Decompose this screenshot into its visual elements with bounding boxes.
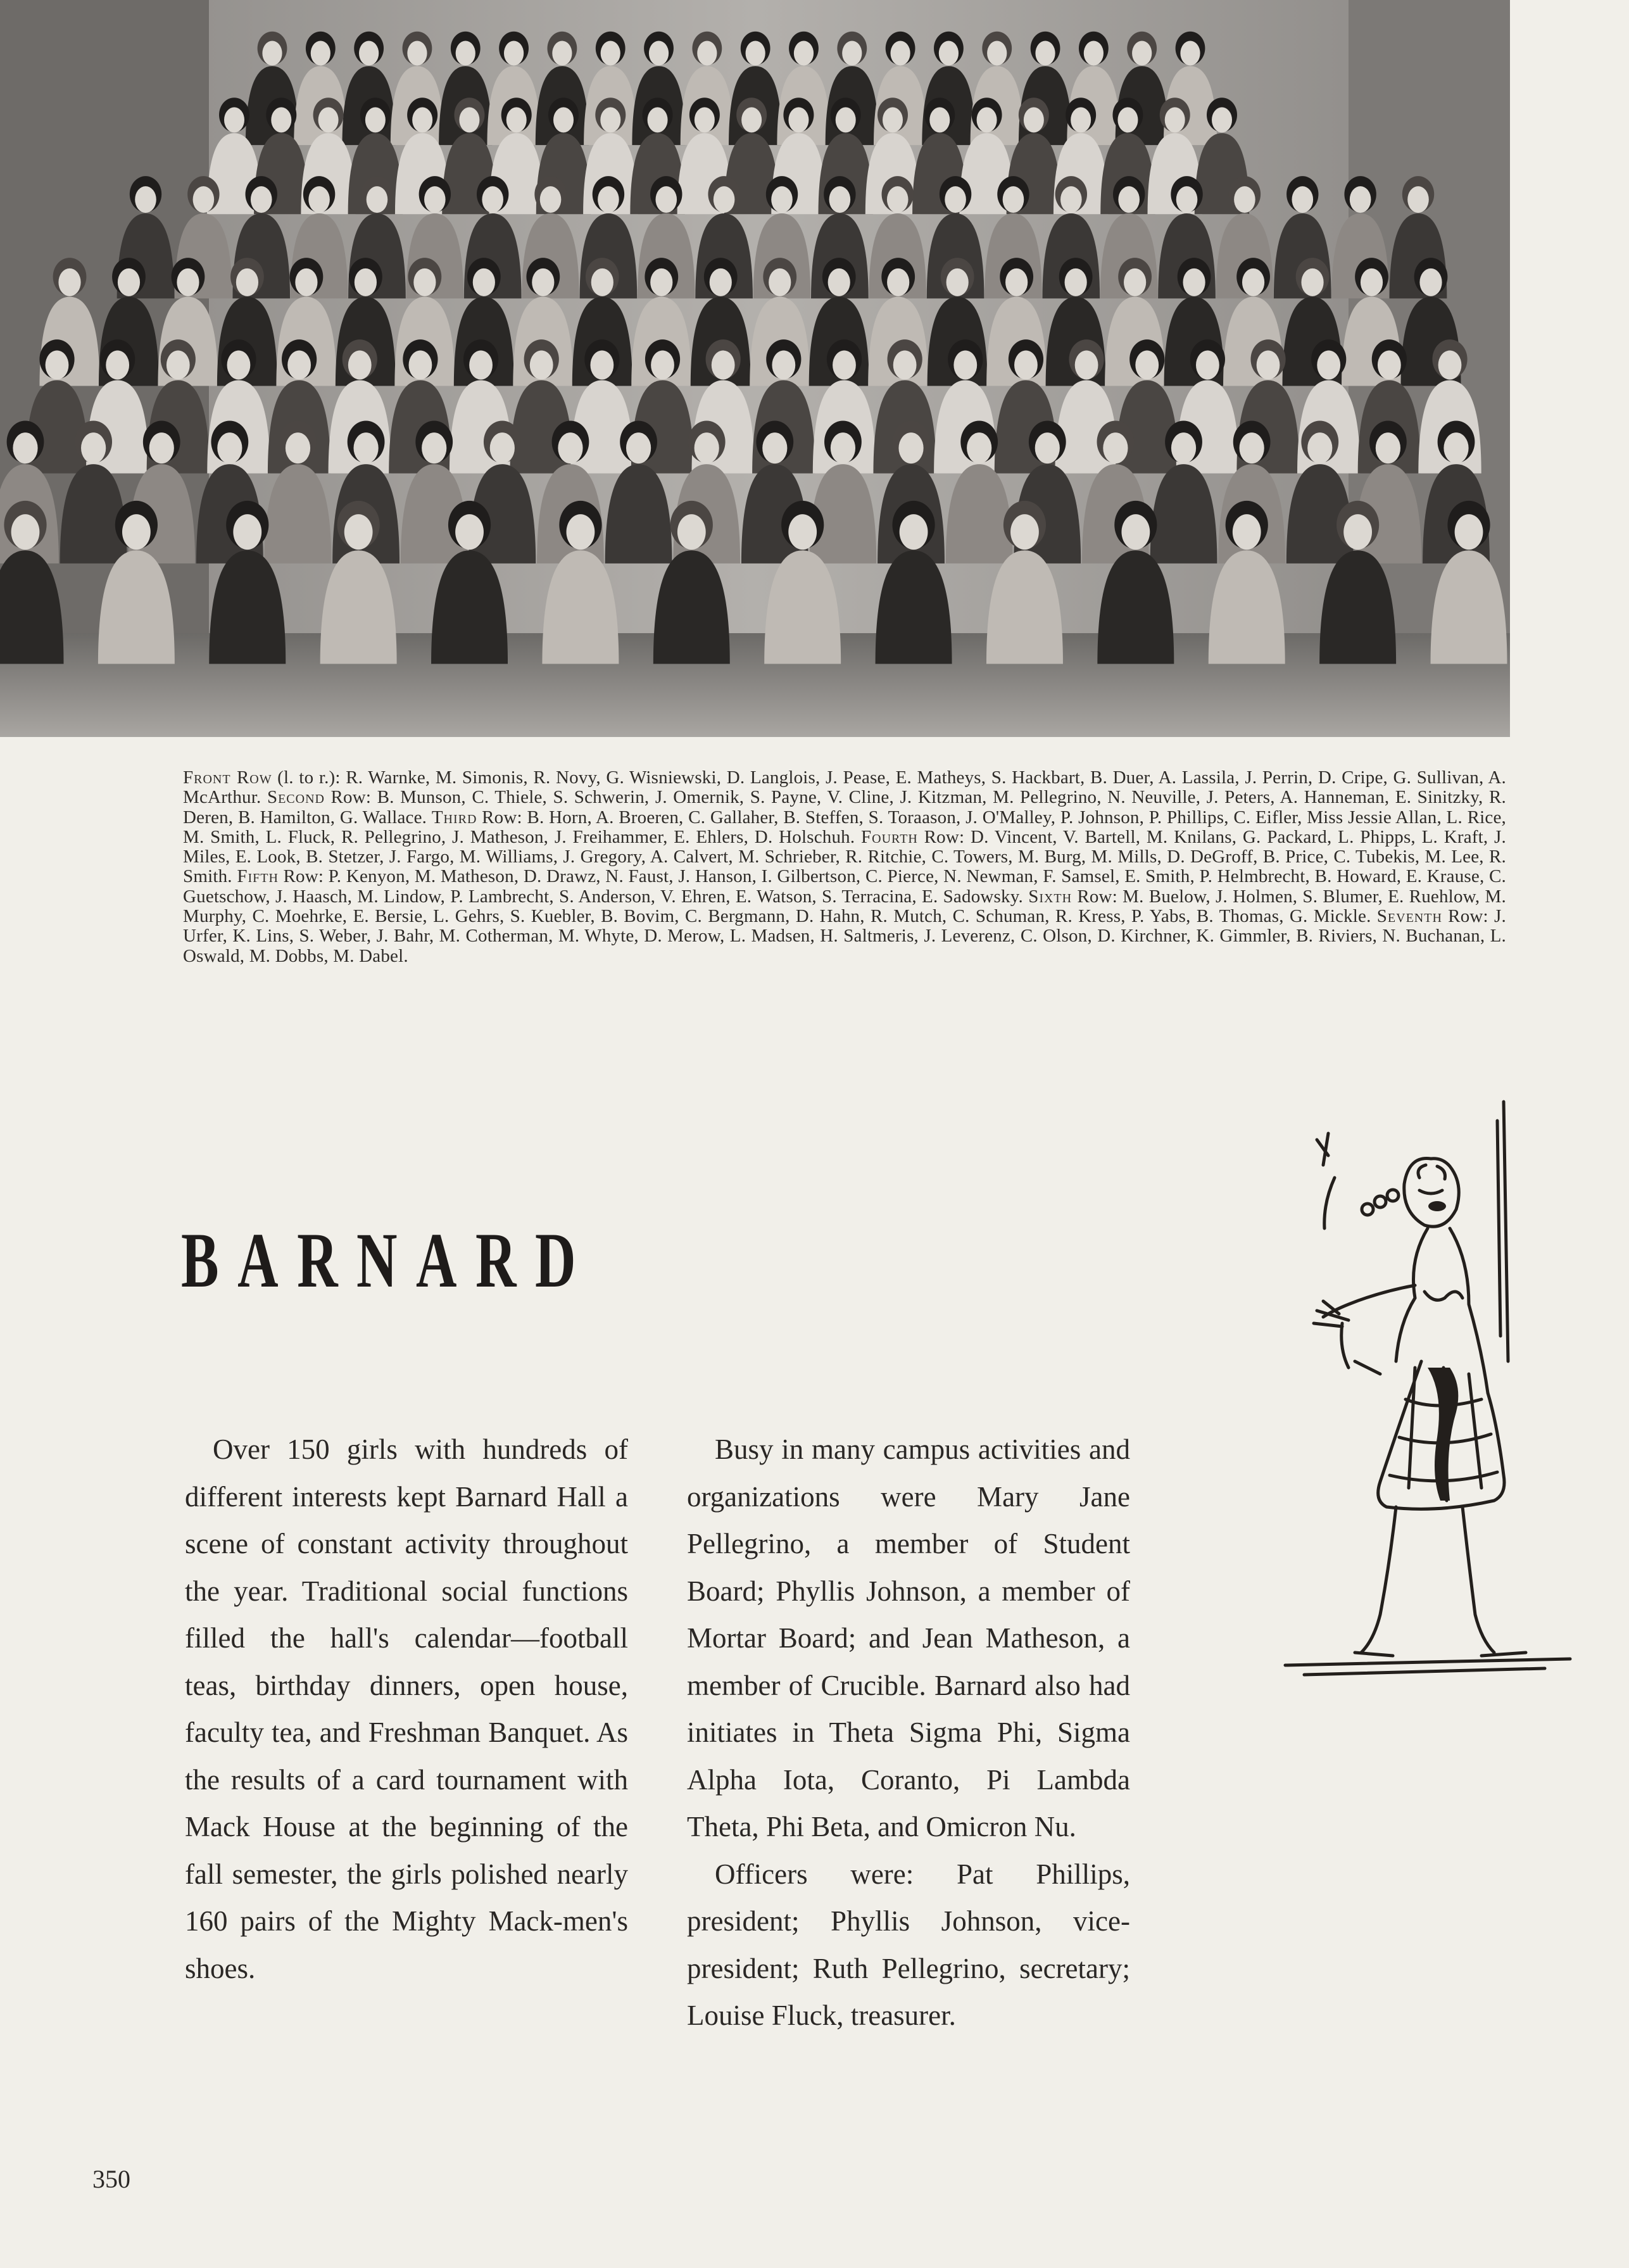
photo-figure-face	[977, 107, 997, 132]
photo-caption	[183, 768, 1506, 966]
photo-figure-face	[424, 186, 446, 213]
photo-figure-face	[833, 351, 856, 380]
caption-label-fourth: Fourth	[861, 826, 918, 847]
photo-figure-face	[552, 41, 572, 66]
photo-figure-face	[11, 514, 40, 550]
photo-figure-face	[1060, 186, 1082, 213]
photo-figure-face	[251, 186, 272, 213]
photo-figure-face	[262, 41, 282, 66]
photo-figure-face	[1005, 268, 1028, 296]
photo-figure-face	[836, 107, 856, 132]
photo-figure-face	[1124, 268, 1146, 296]
caption-text-fourth: Row: D. Vincent, V. Bartell, M. Knilans, G. Packard, L. Phipps, L. Kraft, J. Miles, E. Look, B. Stetzer, J. Fargo, M. Williams, J. Gregory, A. Calvert, M. Schrieber, R. Ritchie, C. Towers, M. Burg, M. Mills, D. DeGroff, B. Price, C. Tubekis, M. Lee, R. Smith.	[183, 826, 1506, 887]
photo-figure-face	[348, 351, 372, 380]
photo-figure-face	[953, 351, 977, 380]
photo-figure-face	[1121, 514, 1150, 550]
photo-figure-face	[1307, 432, 1332, 463]
photo-figure-face	[407, 41, 427, 66]
photo-figure-face	[236, 268, 258, 296]
photo-figure-face	[46, 351, 69, 380]
photo-figure-face	[455, 514, 484, 550]
photo-figure-face	[741, 107, 762, 132]
photo-figure-face	[311, 41, 330, 66]
photo-figure-face	[456, 41, 475, 66]
photo-figure-face	[1024, 107, 1044, 132]
photo-figure-face	[506, 107, 527, 132]
photo-figure-face	[1065, 268, 1087, 296]
photo-figure-face	[149, 432, 174, 463]
photo-figure-face	[1084, 41, 1104, 66]
body-paragraph-right-2: Officers were: Pat Phillips, president; Phyllis Johnson, vice-president; Ruth Pellegrino, secretary; Louise Fluck, treasurer.	[687, 1858, 1130, 2031]
photo-figure-face	[81, 432, 106, 463]
photo-figure-face	[482, 186, 503, 213]
photo-figure-face	[1317, 351, 1340, 380]
photo-figure-face	[600, 107, 620, 132]
photo-figure-face	[762, 432, 787, 463]
photo-figure-face	[422, 432, 446, 463]
photo-figure-face	[122, 514, 151, 550]
photo-figure-face	[1035, 432, 1060, 463]
photo-figure-face	[286, 432, 310, 463]
photo-figure-face	[412, 107, 432, 132]
photo-figure-face	[1443, 432, 1468, 463]
photo-figure-face	[540, 186, 562, 213]
photo-figure-face	[409, 351, 432, 380]
photo-figure-face	[355, 268, 377, 296]
photo-figure-face	[831, 432, 855, 463]
photo-figure-face	[590, 351, 613, 380]
photo-figure-face	[567, 514, 595, 550]
photo-figure-face	[651, 351, 674, 380]
photo-figure-face	[167, 351, 190, 380]
photo-figure-face	[893, 351, 917, 380]
photo-figure-face	[1135, 351, 1159, 380]
photo-figure-face	[788, 514, 817, 550]
caption-label-fifth: Fifth	[237, 866, 279, 887]
photo-figure-face	[532, 268, 554, 296]
page-number: 350	[92, 2165, 130, 2193]
photo-figure-face	[1165, 107, 1185, 132]
photo-figure-face	[217, 432, 242, 463]
photo-figure-face	[344, 514, 373, 550]
photo-figure-face	[1212, 107, 1232, 132]
photo-figure-face	[1183, 268, 1205, 296]
photo-figure-face	[287, 351, 311, 380]
photo-figure-face	[504, 41, 524, 66]
photo-figure-face	[1014, 351, 1038, 380]
photo-figure-face	[898, 432, 923, 463]
caption-text-third: Row: B. Horn, A. Broeren, C. Gallaher, B. Steffen, S. Toraason, J. O'Malley, P. Johnson, P. Phillips, C. Eifler, Miss Jessie Allan, L. Rice, M. Smith, L. Fluck, R. Pellegrino, J. Matheson, J. Freihammer, E. Ehlers, D. Holschuh.	[183, 807, 1506, 847]
photo-figure-face	[1176, 186, 1198, 213]
photo-figure-face	[1361, 268, 1383, 296]
photo-figure-face	[295, 268, 317, 296]
photo-figure-face	[1071, 107, 1091, 132]
photo-figure-face	[118, 268, 140, 296]
photo-figure-face	[106, 351, 129, 380]
caption-label-front: Front Row	[183, 767, 272, 788]
photo-figure-face	[227, 351, 251, 380]
photo-figure-face	[224, 107, 244, 132]
photo-figure-face	[1196, 351, 1219, 380]
photo-figure-face	[135, 186, 156, 213]
photo-figure-face	[318, 107, 339, 132]
photo-figure-face	[177, 268, 199, 296]
photo-figure-face	[1075, 351, 1098, 380]
photo-figure-face	[1407, 186, 1429, 213]
photo-figure-face	[929, 107, 950, 132]
photo-figure-face	[1240, 432, 1264, 463]
photo-figure-face	[530, 351, 553, 380]
photo-figure-face	[945, 186, 966, 213]
photo-figure-face	[772, 351, 795, 380]
photo-figure-face	[1010, 514, 1039, 550]
photo-figure-face	[829, 186, 851, 213]
photo-figure-face	[558, 432, 582, 463]
photo-figure-face	[1180, 41, 1200, 66]
photo-figure-face	[794, 41, 814, 66]
photo-figure-face	[308, 186, 330, 213]
photo-figure-face	[1171, 432, 1196, 463]
photo-figure-face	[359, 41, 379, 66]
photo-figure-face	[1301, 268, 1323, 296]
photo-figure-face	[365, 107, 386, 132]
photo-figure-face	[1257, 351, 1280, 380]
photo-figure-face	[947, 268, 969, 296]
photo-figure-face	[655, 186, 677, 213]
photo-figure-face	[1132, 41, 1152, 66]
caption-label-second: Second	[267, 787, 325, 808]
photo-figure-face	[1242, 268, 1264, 296]
photo-figure-face	[598, 186, 619, 213]
photo-figure-face	[650, 268, 672, 296]
group-photo	[0, 0, 1510, 737]
photo-figure-face	[193, 186, 215, 213]
body-column-left	[185, 1426, 628, 1992]
photo-figure-face	[1003, 186, 1024, 213]
photo-figure-face	[1378, 351, 1401, 380]
photo-figure-face	[712, 351, 735, 380]
caption-label-seventh: Seventh	[1376, 906, 1442, 927]
photo-figure-face	[788, 107, 808, 132]
photo-figure-face	[1103, 432, 1128, 463]
girl-sketch-illustration	[1279, 1095, 1576, 1684]
body-column-right	[687, 1426, 1130, 2039]
photo-figure-face	[842, 41, 862, 66]
photo-figure-face	[58, 268, 80, 296]
photo-figure-face	[271, 107, 291, 132]
photo-figure-face	[769, 268, 791, 296]
photo-figure-face	[1292, 186, 1313, 213]
photo-figure-face	[1455, 514, 1483, 550]
photo-figure-face	[697, 41, 717, 66]
photo-figure-face	[1234, 186, 1255, 213]
photo-figure-face	[887, 186, 909, 213]
photo-figure-face	[553, 107, 574, 132]
caption-text-front: (l. to r.): R. Warnke, M. Simonis, R. Novy, G. Wisniewski, D. Langlois, J. Pease, E. Matheys, S. Hackbart, B. Duer, A. Lassila, J. Perrin, D. Cripe, G. Sullivan, A. McArthur.	[183, 767, 1506, 808]
photo-figure-face	[714, 186, 735, 213]
photo-figure-face	[746, 41, 765, 66]
photo-figure-face	[648, 107, 668, 132]
photo-figure-face	[459, 107, 479, 132]
photo-figure-face	[601, 41, 620, 66]
photo-figure-face	[591, 268, 613, 296]
photo-figure-face	[883, 107, 903, 132]
photo-figure-face	[967, 432, 991, 463]
caption-label-third: Third	[431, 807, 477, 828]
caption-text-sixth: Row: M. Buelow, J. Holmen, S. Blumer, E. Ruehlow, M. Murphy, C. Moehrke, E. Bersie, L. Gehrs, S. Kuebler, B. Bovim, C. Bergmann, D. Hahn, R. Mutch, C. Schuman, R. Kress, P. Yabs, B. Thomas, G. Mickle.	[183, 886, 1506, 927]
photo-figure-face	[1343, 514, 1372, 550]
photo-figure-face	[469, 351, 493, 380]
caption-text-fifth: Row: P. Kenyon, M. Matheson, D. Drawz, N. Faust, J. Hanson, I. Gilbertson, C. Pierce, N. Newman, F. Samsel, E. Smith, P. Helmbrecht, B. Howard, E. Krause, C. Guetschow, J. Haasch, M. Lindow, P. Lambrecht, S. Anderson, V. Ehren, E. Watson, S. Terracina, E. Sadowsky.	[183, 866, 1506, 907]
photo-figure-face	[233, 514, 261, 550]
photo-figure-face	[1117, 107, 1138, 132]
photo-figure-face	[1376, 432, 1400, 463]
photo-figure-face	[887, 268, 909, 296]
photo-figure-face	[1233, 514, 1261, 550]
photo-figure-face	[413, 268, 436, 296]
photo-figure-face	[1035, 41, 1055, 66]
photo-figure-face	[710, 268, 732, 296]
caption-text-second: Row: B. Munson, C. Thiele, S. Schwerin, J. Omernik, S. Payne, V. Cline, J. Kitzman, M. Pellegrino, N. Neuville, J. Peters, A. Hanneman, E. Sinitzky, R. Deren, B. Hamilton, G. Wallace.	[183, 787, 1507, 828]
caption-label-sixth: Sixth	[1028, 886, 1072, 907]
photo-figure-face	[771, 186, 793, 213]
caption-text-seventh: Row: J. Urfer, K. Lins, S. Weber, J. Bahr, M. Cotherman, M. Whyte, D. Merow, L. Madsen, H. Saltmeris, J. Leverenz, C. Olson, D. Kirchner, K. Gimmler, B. Riviers, N. Buchanan, L. Oswald, M. Dobbs, M. Dabel.	[183, 906, 1506, 966]
body-paragraph-left: Over 150 girls with hundreds of different interests kept Barnard Hall a scene of constant activity throughout the year. Traditional social functions filled the hall's calendar—football teas, birthday dinners, open house, faculty tea, and Freshman Banquet. As the results of a card tournament with Mack House at the beginning of the fall semester, the girls polished nearly 160 pairs of the Mighty Mack-men's shoes.	[185, 1433, 628, 1984]
photo-figure-face	[473, 268, 495, 296]
photo-figure-face	[367, 186, 388, 213]
photo-figure-face	[1419, 268, 1442, 296]
photo-figure-face	[695, 432, 719, 463]
photo-figure-face	[695, 107, 715, 132]
photo-figure-face	[1438, 351, 1462, 380]
photo-figure-face	[900, 514, 928, 550]
photo-figure-face	[677, 514, 706, 550]
photo-figure-face	[1350, 186, 1371, 213]
photo-figure-face	[939, 41, 959, 66]
photo-figure-face	[13, 432, 37, 463]
photo-figure-face	[490, 432, 515, 463]
photo-figure-face	[649, 41, 669, 66]
photo-figure-face	[1118, 186, 1140, 213]
page-title: BARNARD	[181, 1217, 595, 1304]
photo-figure-face	[353, 432, 378, 463]
photo-figure-face	[891, 41, 910, 66]
group-photo-image	[0, 0, 1510, 737]
body-paragraph-right-1: Busy in many campus activities and organizations were Mary Jane Pellegrino, a member of Student Board; Phyllis Johnson, a member of Mortar Board; and Jean Matheson, a member of Crucible. Barnard also had initiates in Theta Sigma Phi, Sigma Alpha Iota, Coranto, Pi Lambda Theta, Phi Beta, and Omicron Nu.	[687, 1433, 1130, 1843]
photo-figure-face	[626, 432, 651, 463]
photo-figure-face	[828, 268, 850, 296]
photo-figure-face	[987, 41, 1007, 66]
